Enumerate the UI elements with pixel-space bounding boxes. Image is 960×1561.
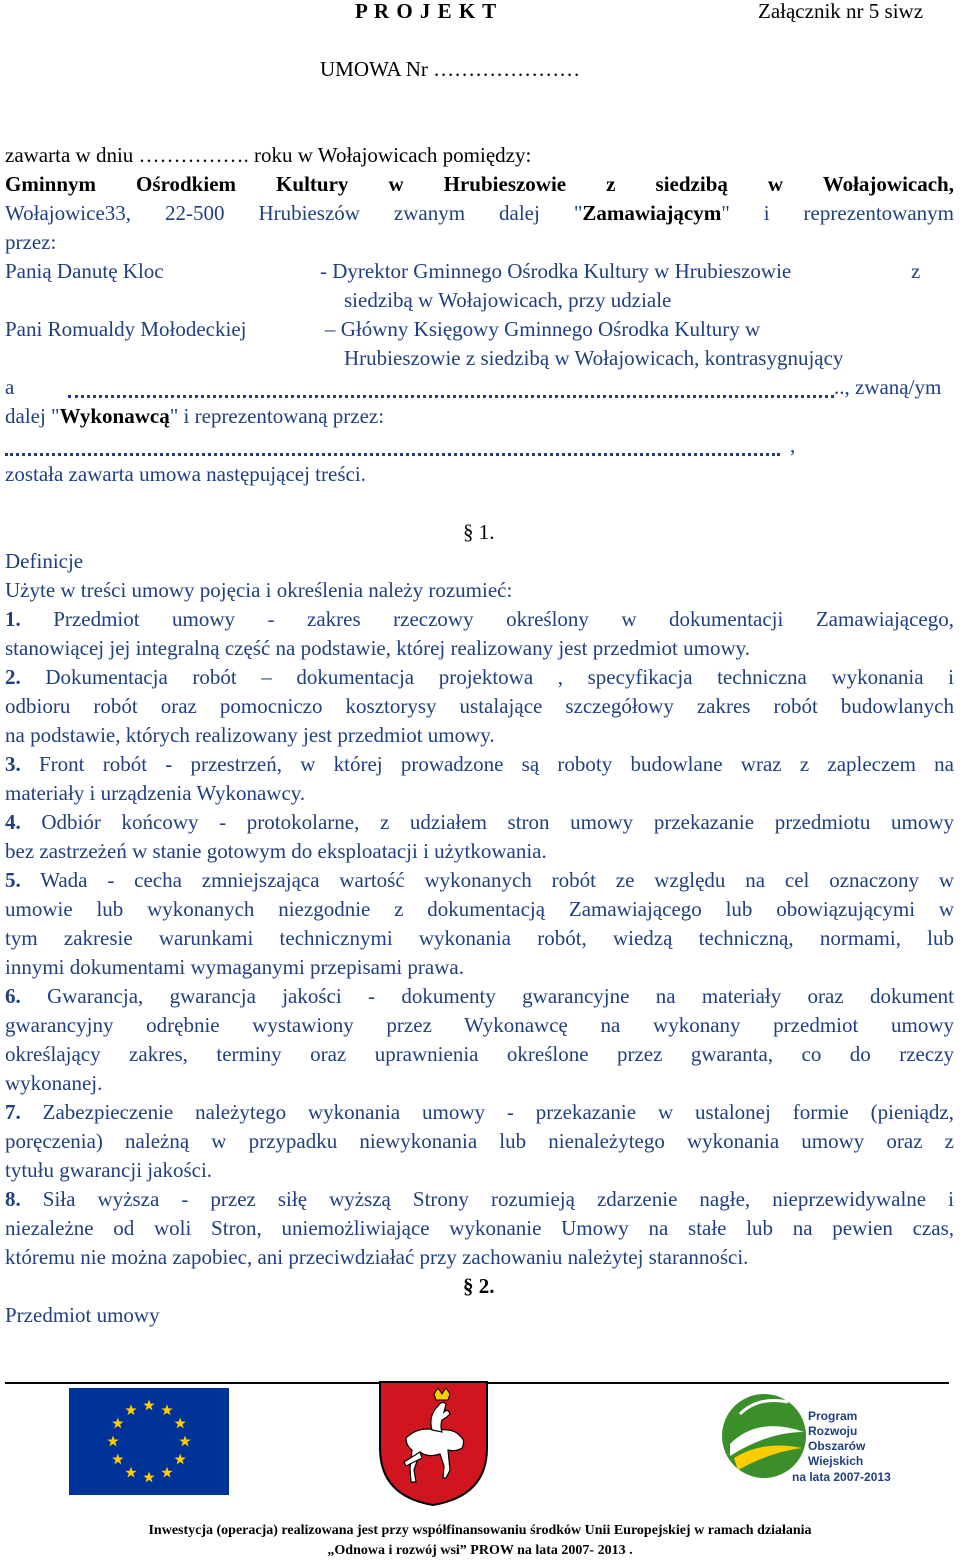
definition-number: 7. bbox=[5, 1100, 21, 1124]
definition-number: 1. bbox=[5, 607, 21, 631]
lubelskie-coat-of-arms-logo bbox=[376, 1378, 491, 1508]
party1-role-2: siedzibą w Wołajowicach, przy udziale bbox=[344, 288, 672, 312]
definition-6-line-4: wykonanej. bbox=[5, 1071, 103, 1095]
definition-7-line-2: poręczenia) należną w przypadku niewykonania lub nienależytego wykonania umowy oraz z bbox=[5, 1129, 954, 1153]
party1-role-1: - Dyrektor Gminnego Ośrodka Kultury w Hrubieszowie bbox=[320, 259, 792, 283]
party1-name: Panią Danutę Kloc bbox=[5, 259, 164, 283]
definition-4-line-2: bez zastrzeżeń w stanie gotowym do eksploatacji i użytkowania. bbox=[5, 839, 547, 863]
contractor-dots-end: , bbox=[790, 433, 796, 457]
definition-5-line-1: 5. Wada - cecha zmniejszająca wartość wykonanych robót ze względu na cel oznaczony w bbox=[5, 868, 954, 892]
section-1-heading: § 1. bbox=[463, 520, 495, 544]
contract-zostala: została zawarta umowa następującej treści. bbox=[5, 462, 366, 486]
attachment-label: Załącznik nr 5 siwz bbox=[758, 0, 924, 23]
party2-role-1: – Główny Księgowy Gminnego Ośrodka Kultury w bbox=[325, 317, 761, 341]
definition-2-line-1: 2. Dokumentacja robót – dokumentacja projektowa , specyfikacja techniczna wykonania i bbox=[5, 665, 954, 689]
section-1-title: Definicje bbox=[5, 549, 84, 573]
contractor-dots-2 bbox=[5, 453, 780, 456]
definition-number: 2. bbox=[5, 665, 21, 689]
projekt-label: P R O J E K T bbox=[355, 0, 498, 23]
intro-line-1: zawarta w dniu ……………. roku w Wołajowicach pomiędzy: bbox=[5, 143, 532, 167]
contractor-a-end: .., zwaną/ym bbox=[834, 375, 942, 399]
party2-role-2: Hrubieszowie z siedzibą w Wołajowicach, kontrasygnujący bbox=[344, 346, 844, 370]
section-2-title: Przedmiot umowy bbox=[5, 1303, 160, 1327]
party1-role-z: z bbox=[911, 259, 921, 283]
definition-number: 5. bbox=[5, 868, 21, 892]
definition-5-line-2: umowie lub wykonanych niezgodnie z dokumentacją Zamawiającego lub obowiązującymi w bbox=[5, 897, 954, 921]
definition-8-line-3: któremu nie można zapobiec, ani przeciwdziałać przy zachowaniu należytej staranności. bbox=[5, 1245, 749, 1269]
definition-5-line-4: innymi dokumentami wymaganymi przepisami prawa. bbox=[5, 955, 464, 979]
definition-4-line-1: 4. Odbiór końcowy - protokolarne, z udziałem stron umowy przekazanie przedmiotu umowy bbox=[5, 810, 954, 834]
section-2-heading: § 2. bbox=[463, 1274, 495, 1298]
intro-line-3: Wołajowice33, 22-500 Hrubieszów zwanym dalej "Zamawiającym" i reprezentowanym bbox=[5, 201, 954, 225]
section-1-lead: Użyte w treści umowy pojęcia i określenia należy rozumieć: bbox=[5, 578, 513, 602]
definition-6-line-1: 6. Gwarancja, gwarancja jakości - dokumenty gwarancyjne na materiały oraz dokument bbox=[5, 984, 955, 1008]
definition-2-line-2: odbioru robót oraz pomocniczo kosztorysy ustalające szczegółowy zakres robót budowlanych bbox=[5, 694, 954, 718]
definition-7-line-3: tytułu gwarancji jakości. bbox=[5, 1158, 213, 1182]
footer-line-2: „Odnowa i rozwój wsi” PROW na lata 2007- 2013 . bbox=[327, 1543, 633, 1558]
definition-3-line-1: 3. Front robót - przestrzeń, w której prowadzone są roboty budowlane wraz z zapleczem na bbox=[5, 752, 955, 776]
intro-line-2: Gminnym Ośrodkiem Kultury w Hrubieszowie z siedzibą w Wołajowicach, bbox=[5, 172, 954, 196]
definition-1-line-2: stanowiącej jej integralną część na podstawie, której realizowany jest przedmiot umowy. bbox=[5, 636, 751, 660]
contractor-a: a bbox=[5, 375, 15, 399]
definition-6-line-3: określający zakres, terminy oraz uprawnienia określone przez gwaranta, co do rzeczy bbox=[5, 1042, 954, 1066]
definition-8-line-1: 8. Siła wyższa - przez siłę wyższą Strony rozumieją zdarzenie nagłe, nieprzewidywalne i bbox=[5, 1187, 954, 1211]
party2-name: Pani Romualdy Mołodeckiej bbox=[5, 317, 247, 341]
definition-5-line-3: tym zakresie warunkami technicznymi wykonania robót, wiedzą techniczną, normami, lub bbox=[5, 926, 954, 950]
definition-number: 6. bbox=[5, 984, 21, 1008]
contract-number: UMOWA Nr ………………… bbox=[320, 57, 581, 81]
prow-text: Program Rozwoju Obszarów Wiejskich bbox=[808, 1409, 866, 1468]
definition-8-line-2: niezależne od woli Stron, uniemożliwiające wykonanie Umowy na stałe lub na pewien czas, bbox=[5, 1216, 954, 1240]
definition-number: 8. bbox=[5, 1187, 21, 1211]
definition-3-line-2: materiały i urządzenia Wykonawcy. bbox=[5, 781, 306, 805]
footer-line-1: Inwestycja (operacja) realizowana jest przy współfinansowaniu środków Unii Europejskiej w ramach działania bbox=[148, 1523, 812, 1538]
definition-6-line-2: gwarancyjny odrębnie wystawiony przez Wykonawcę na wykonany przedmiot umowy bbox=[5, 1013, 954, 1037]
definition-number: 4. bbox=[5, 810, 21, 834]
definition-1-line-1: 1. Przedmiot umowy - zakres rzeczowy określony w dokumentacji Zamawiającego, bbox=[5, 607, 955, 631]
definition-2-line-3: na podstawie, których realizowany jest przedmiot umowy. bbox=[5, 723, 495, 747]
contractor-dots-1 bbox=[68, 395, 834, 398]
intro-line-4: przez: bbox=[5, 230, 57, 254]
definition-7-line-1: 7. Zabezpieczenie należytego wykonania umowy - przekazanie w ustalonej formie (pieniądz, bbox=[5, 1100, 954, 1124]
definition-number: 3. bbox=[5, 752, 21, 776]
eu-flag-logo bbox=[69, 1388, 229, 1495]
prow-years: na lata 2007-2013 bbox=[792, 1470, 891, 1484]
contractor-dalej: dalej "Wykonawcą" i reprezentowaną przez: bbox=[5, 404, 385, 428]
